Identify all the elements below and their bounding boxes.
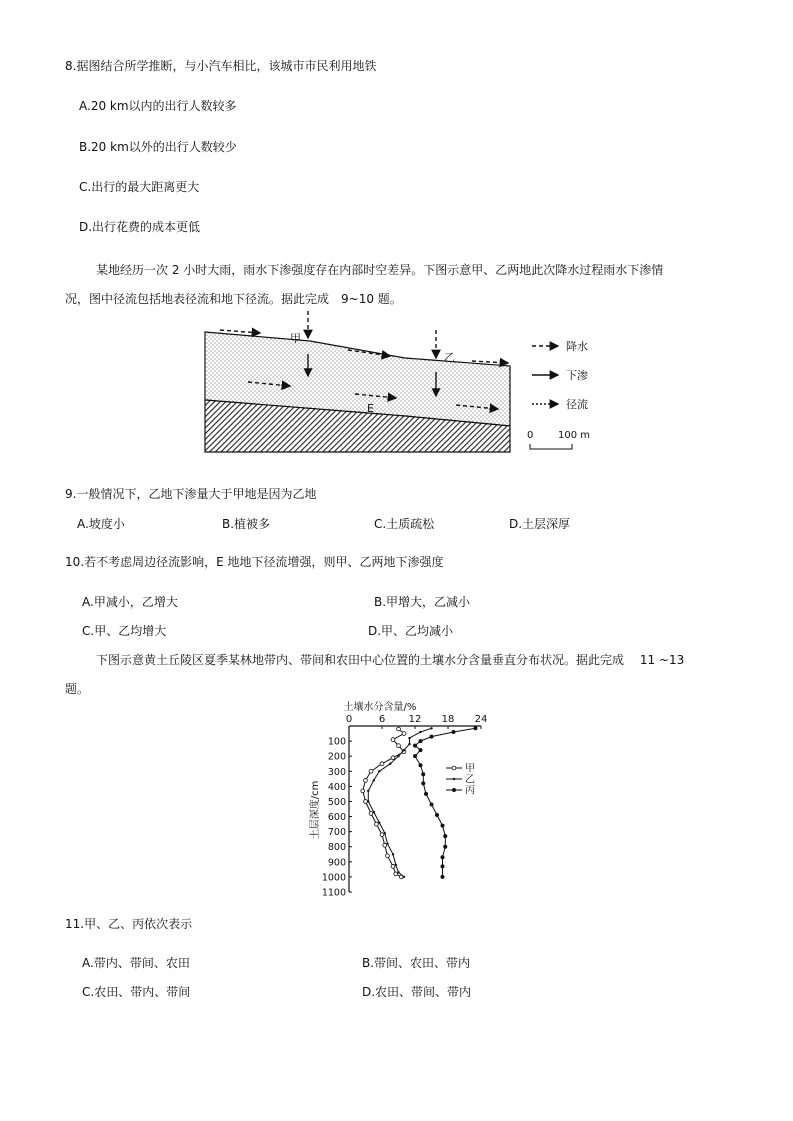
series-point-3 xyxy=(441,855,445,859)
q8-option-b: B.20 km以外的出行人数较少 xyxy=(79,140,237,154)
series-point-2 xyxy=(392,853,394,855)
infiltration-diagram xyxy=(200,308,600,458)
q9-option-d: D.土层深厚 xyxy=(509,517,571,531)
series-point-3 xyxy=(421,772,425,776)
series-point-1 xyxy=(397,744,401,748)
q10-option-a: A.甲减小，乙增大 xyxy=(82,595,178,609)
series-point-1 xyxy=(391,738,395,742)
series-point-3 xyxy=(413,754,417,758)
x-tick-label: 6 xyxy=(378,714,386,725)
y-tick-label: 500 xyxy=(327,796,346,808)
q10-option-c: C.甲、乙均增大 xyxy=(82,624,167,638)
series-point-1 xyxy=(364,800,368,804)
y-tick-label: 1100 xyxy=(321,887,346,899)
series-point-1 xyxy=(402,732,406,736)
x-tick-label: 18 xyxy=(441,714,455,725)
series-point-1 xyxy=(391,756,395,760)
q8-option-c: C.出行的最大距离更大 xyxy=(79,180,200,194)
intro1-line2: 况，图中径流包括地表径流和地下径流。据此完成 9~10 题。 xyxy=(65,292,402,306)
series-point-3 xyxy=(441,864,445,868)
series-point-1 xyxy=(383,843,387,847)
y-tick-label: 200 xyxy=(327,751,346,763)
series-point-2 xyxy=(403,876,405,878)
intro1-line1: 某地经历一次 2 小时大雨，雨水下渗强度存在内部时空差异。下图示意甲、乙两地此次降水过程雨水下渗情 xyxy=(96,263,664,277)
series-point-1 xyxy=(380,762,384,766)
legend-label-3: 丙 xyxy=(465,785,475,797)
y-tick-label: 600 xyxy=(327,812,346,824)
series-point-3 xyxy=(441,824,445,828)
q10-option-d: D.甲、乙均减小 xyxy=(368,624,454,638)
series-point-2 xyxy=(403,749,405,751)
q9-option-c: C.土质疏松 xyxy=(374,517,435,531)
runoff-arrow xyxy=(220,330,260,333)
series-point-2 xyxy=(378,770,380,772)
q11-option-b: B.带间、农田、带内 xyxy=(362,956,471,970)
q10-option-b: B.甲增大，乙减小 xyxy=(374,595,471,609)
series-line-3 xyxy=(415,728,476,877)
series-point-1 xyxy=(364,778,368,782)
series-point-2 xyxy=(367,790,369,792)
label-e: E xyxy=(367,402,374,415)
series-point-1 xyxy=(391,864,395,868)
x-tick-label: 12 xyxy=(408,714,422,725)
intro2-line2: 题。 xyxy=(65,682,90,696)
scale-bar xyxy=(530,444,572,449)
label-jia: 甲 xyxy=(290,332,301,345)
chart-y-axis-label: 土层深度/cm xyxy=(310,780,321,840)
y-tick-label: 1000 xyxy=(321,872,346,884)
series-point-1 xyxy=(397,727,401,731)
q11-option-a: A.带内、带间、农田 xyxy=(82,956,190,970)
legend-marker-3 xyxy=(452,788,456,792)
x-tick-label: 0 xyxy=(345,714,353,725)
series-point-3 xyxy=(413,744,417,748)
series-point-1 xyxy=(394,872,398,876)
series-point-2 xyxy=(408,737,410,739)
y-tick-label: 800 xyxy=(327,842,346,854)
series-point-2 xyxy=(378,821,380,823)
series-point-2 xyxy=(397,755,399,757)
series-point-3 xyxy=(443,834,447,838)
series-point-3 xyxy=(424,792,428,796)
legend-label-1: 甲 xyxy=(465,763,475,775)
x-tick-label: 24 xyxy=(474,714,488,725)
q11-option-d: D.农田、带间、带内 xyxy=(362,985,472,999)
legend-runoff-label: 径流 xyxy=(566,398,588,411)
legend-infiltration-label: 下渗 xyxy=(566,369,588,382)
runoff-arrow xyxy=(472,361,508,363)
series-point-2 xyxy=(419,731,421,733)
label-yi: 乙 xyxy=(444,351,455,364)
series-point-1 xyxy=(375,822,379,826)
series-point-1 xyxy=(380,833,384,837)
q11-option-c: C.农田、带内、带间 xyxy=(82,985,191,999)
q9-option-b: B.植被多 xyxy=(222,517,271,531)
y-tick-label: 300 xyxy=(327,766,346,778)
y-tick-label: 100 xyxy=(327,736,346,748)
series-point-2 xyxy=(430,727,432,729)
legend-marker-2 xyxy=(453,778,455,780)
q8-option-a: A.20 km以内的出行人数较多 xyxy=(79,99,237,113)
series-point-1 xyxy=(369,812,373,816)
series-point-2 xyxy=(395,864,397,866)
series-point-2 xyxy=(384,832,386,834)
series-point-2 xyxy=(397,871,399,873)
legend-marker-1 xyxy=(452,766,456,770)
series-point-1 xyxy=(386,854,390,858)
series-point-3 xyxy=(430,735,434,739)
y-tick-label: 900 xyxy=(327,857,346,869)
q8-stem: 8.据图结合所学推断，与小汽车相比，该城市市民利用地铁 xyxy=(65,59,377,73)
series-point-2 xyxy=(373,811,375,813)
series-point-3 xyxy=(474,726,478,730)
series-point-3 xyxy=(419,739,423,743)
series-point-1 xyxy=(361,789,365,793)
series-point-3 xyxy=(452,730,456,734)
series-point-3 xyxy=(441,875,445,879)
q8-option-d: D.出行花费的成本更低 xyxy=(79,220,201,234)
q10-stem: 10.若不考虑周边径流影响，E 地地下径流增强，则甲、乙两地下渗强度 xyxy=(65,555,444,569)
q11-stem: 11.甲、乙、丙依次表示 xyxy=(65,917,193,931)
legend-rain-label: 降水 xyxy=(566,340,588,353)
q9-option-a: A.坡度小 xyxy=(77,517,125,531)
scale-zero: 0 xyxy=(527,430,534,441)
series-point-2 xyxy=(367,800,369,802)
scale-length: 100 m xyxy=(558,430,591,441)
series-point-3 xyxy=(421,781,425,785)
series-point-3 xyxy=(443,845,447,849)
series-point-3 xyxy=(419,763,423,767)
y-tick-label: 400 xyxy=(327,781,346,793)
series-point-3 xyxy=(419,748,423,752)
series-point-1 xyxy=(369,769,373,773)
series-point-2 xyxy=(373,779,375,781)
intro2-line1: 下图示意黄土丘陵区夏季某林地带内、带间和农田中心位置的土壤水分含量垂直分布状况。据此完成 11 ~13 xyxy=(96,653,685,667)
series-point-3 xyxy=(435,813,439,817)
q9-stem: 9.一般情况下，乙地下渗量大于甲地是因为乙地 xyxy=(65,487,317,501)
soil-moisture-chart xyxy=(305,700,495,900)
y-tick-label: 700 xyxy=(327,827,346,839)
series-point-2 xyxy=(408,743,410,745)
legend-label-2: 乙 xyxy=(465,774,475,786)
series-point-2 xyxy=(389,763,391,765)
series-point-2 xyxy=(386,843,388,845)
chart-title: 土壤水分含量/% xyxy=(343,702,417,713)
series-point-3 xyxy=(430,802,434,806)
